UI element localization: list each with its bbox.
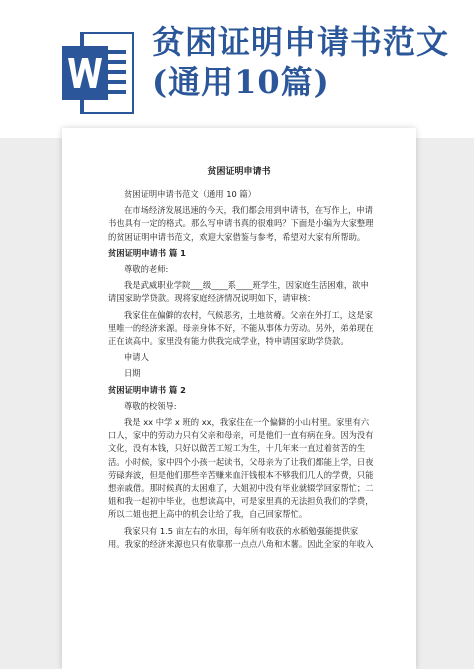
paragraph-date: 日期: [124, 368, 141, 379]
banner: [0, 0, 474, 138]
page-title: 贫困证明申请书范文(通用10篇): [152, 23, 450, 101]
paragraph-salutation-1: 尊敬的老师:: [124, 264, 169, 275]
paragraph-salutation-2: 尊敬的校领导:: [124, 400, 177, 411]
section-heading-2: 贫困证明申请书 篇 2: [108, 384, 186, 395]
paragraph-intro: 在市场经济发展迅速的今天，我们都会用到申请书，在写作上，申请书也具有一定的格式。那么写申请书真的很难吗？下面是小编为大家整理的贫困证明申请书范文，欢迎大家借鉴与参考，希望对大家有所帮助。: [108, 205, 374, 242]
document-body: [108, 188, 374, 551]
paragraph-body: 我家只有 1.5 亩左右的水田，每年所有收获的水稻勉强能提供家用。我家的经济来源也只有依靠那一点点八角和木薯。因此全家的年收入: [108, 525, 374, 549]
document-page: [62, 128, 416, 669]
section-heading-1: 贫困证明申请书 篇 1: [108, 247, 186, 258]
paragraph-signature: 申请人: [124, 352, 149, 363]
paragraph-subtitle: 贫困证明申请书范文（通用 10 篇）: [124, 189, 256, 199]
document-title: 贫困证明申请书: [207, 167, 271, 177]
paragraph-body: 我是武威职业学院___级____系____班学生，因家庭生活困难，欲申请国家助学贷款。现将家庭经济情况说明如下，请审核：: [108, 280, 369, 304]
paragraph-body: 我家住在偏僻的农村，气候恶劣，土地贫瘠。父亲在外打工，这是家里唯一的经济来源。母亲身体不好，不能从事体力劳动。另外，弟弟现在正在读高中。家里没有能力供我完成学业，特申请国家助学贷款。: [108, 309, 374, 347]
word-document-icon: [62, 32, 134, 114]
paragraph-body: 我是 xx 中学 x 班的 xx，我家住在一个偏僻的小山村里。家里有六口人，家中的劳动力只有父亲和母亲，可是他们一直有病在身。因为没有文化，没有本钱，只好以做苦工短工为生，十几年来一直过着贫苦的生活。小时候，家中四个小孩一起读书，父母亲为了让我们都能上学，日夜劳碌奔波，但是他们那些辛苦赚来血汗钱根本不够我们几人的学费，只能想亲戚借。那时候真的太困难了，大姐初中没有毕业就辍学回家帮忙；二姐和我一起初中毕业，也想读高中，可是家里真的无法担负我们的学费，所以二姐也把上高中的机会让给了我，自己回家帮忙。: [108, 417, 374, 520]
